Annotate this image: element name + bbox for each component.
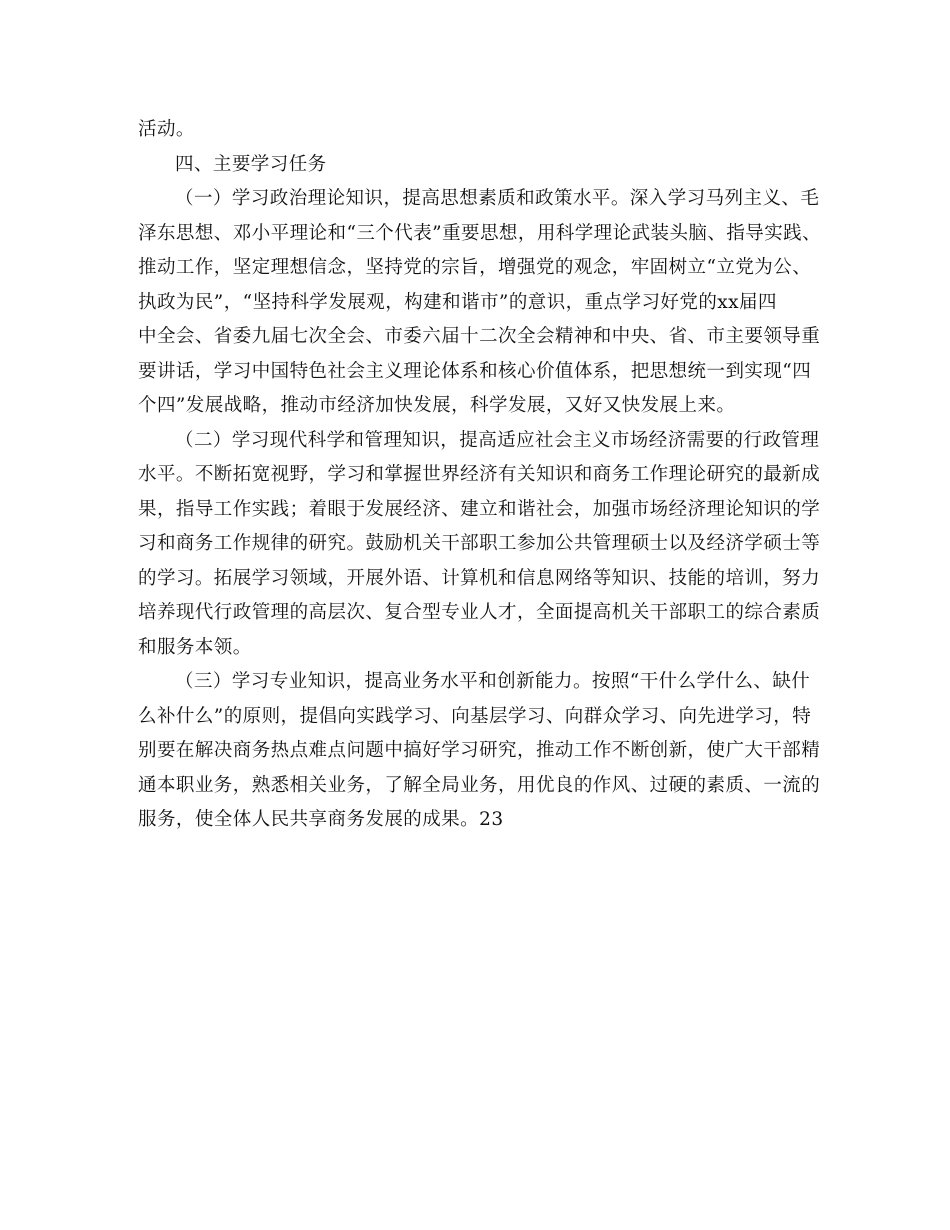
text-line: 水平。不断拓宽视野，学习和掌握世界经济有关知识和商务工作理论研究的最新成	[138, 464, 821, 485]
text-line: 活动。	[138, 119, 195, 140]
text-line: 服务，使全体人民共享商务发展的成果。23	[138, 809, 504, 830]
text-line: 的学习。拓展学习领域，开展外语、计算机和信息网络等知识、技能的培训，努力	[138, 567, 821, 589]
text-line: （三）学习专业知识，提高业务水平和创新能力。按照“干什么学什么、缺什	[175, 671, 811, 692]
text-line: 要讲话，学习中国特色社会主义理论体系和核心价值体系，把思想统一到实现“四	[138, 360, 812, 382]
text-line: 中全会、省委九届七次全会、市委六届十二次全会精神和中央、省、市主要领导重	[138, 326, 821, 347]
text-line: 别要在解决商务热点难点问题中搞好学习研究，推动工作不断创新，使广大干部精	[138, 740, 821, 761]
text-line: 四、主要学习任务	[175, 153, 327, 175]
text-line: 么补什么”的原则，提倡向实践学习、向基层学习、向群众学习、向先进学习，特	[138, 705, 812, 727]
text-line: 执政为民”，“坚持科学发展观，构建和谐市”的意识，重点学习好党的xx届四	[138, 291, 777, 313]
text-line: 习和商务工作规律的研究。鼓励机关干部职工参加公共管理硕士以及经济学硕士等	[138, 533, 821, 554]
text-line: 和服务本领。	[138, 636, 252, 658]
text-line: 个四”发展战略，推动市经济加快发展，科学发展，又好又快发展上来。	[138, 395, 736, 416]
text-line: 培养现代行政管理的高层次、复合型专业人才，全面提高机关干部职工的综合素质	[138, 602, 821, 623]
document-body	[138, 113, 822, 838]
text-line: （一）学习政治理论知识，提高思想素质和政策水平。深入学习马列主义、毛	[175, 188, 820, 209]
text-line: 通本职业务，熟悉相关业务，了解全局业务，用优良的作风、过硬的素质、一流的	[138, 774, 821, 796]
text-line: （二）学习现代科学和管理知识，提高适应社会主义市场经济需要的行政管理	[175, 429, 820, 451]
text-line: 泽东思想、邓小平理论和“三个代表”重要思想，用科学理论武装头脑、指导实践、	[138, 222, 822, 244]
text-line: 推动工作，坚定理想信念，坚持党的宗旨，增强党的观念，牢固树立“立党为公、	[138, 257, 812, 278]
text-line: 果，指导工作实践；着眼于发展经济、建立和谐社会，加强市场经济理论知识的学	[138, 498, 821, 520]
